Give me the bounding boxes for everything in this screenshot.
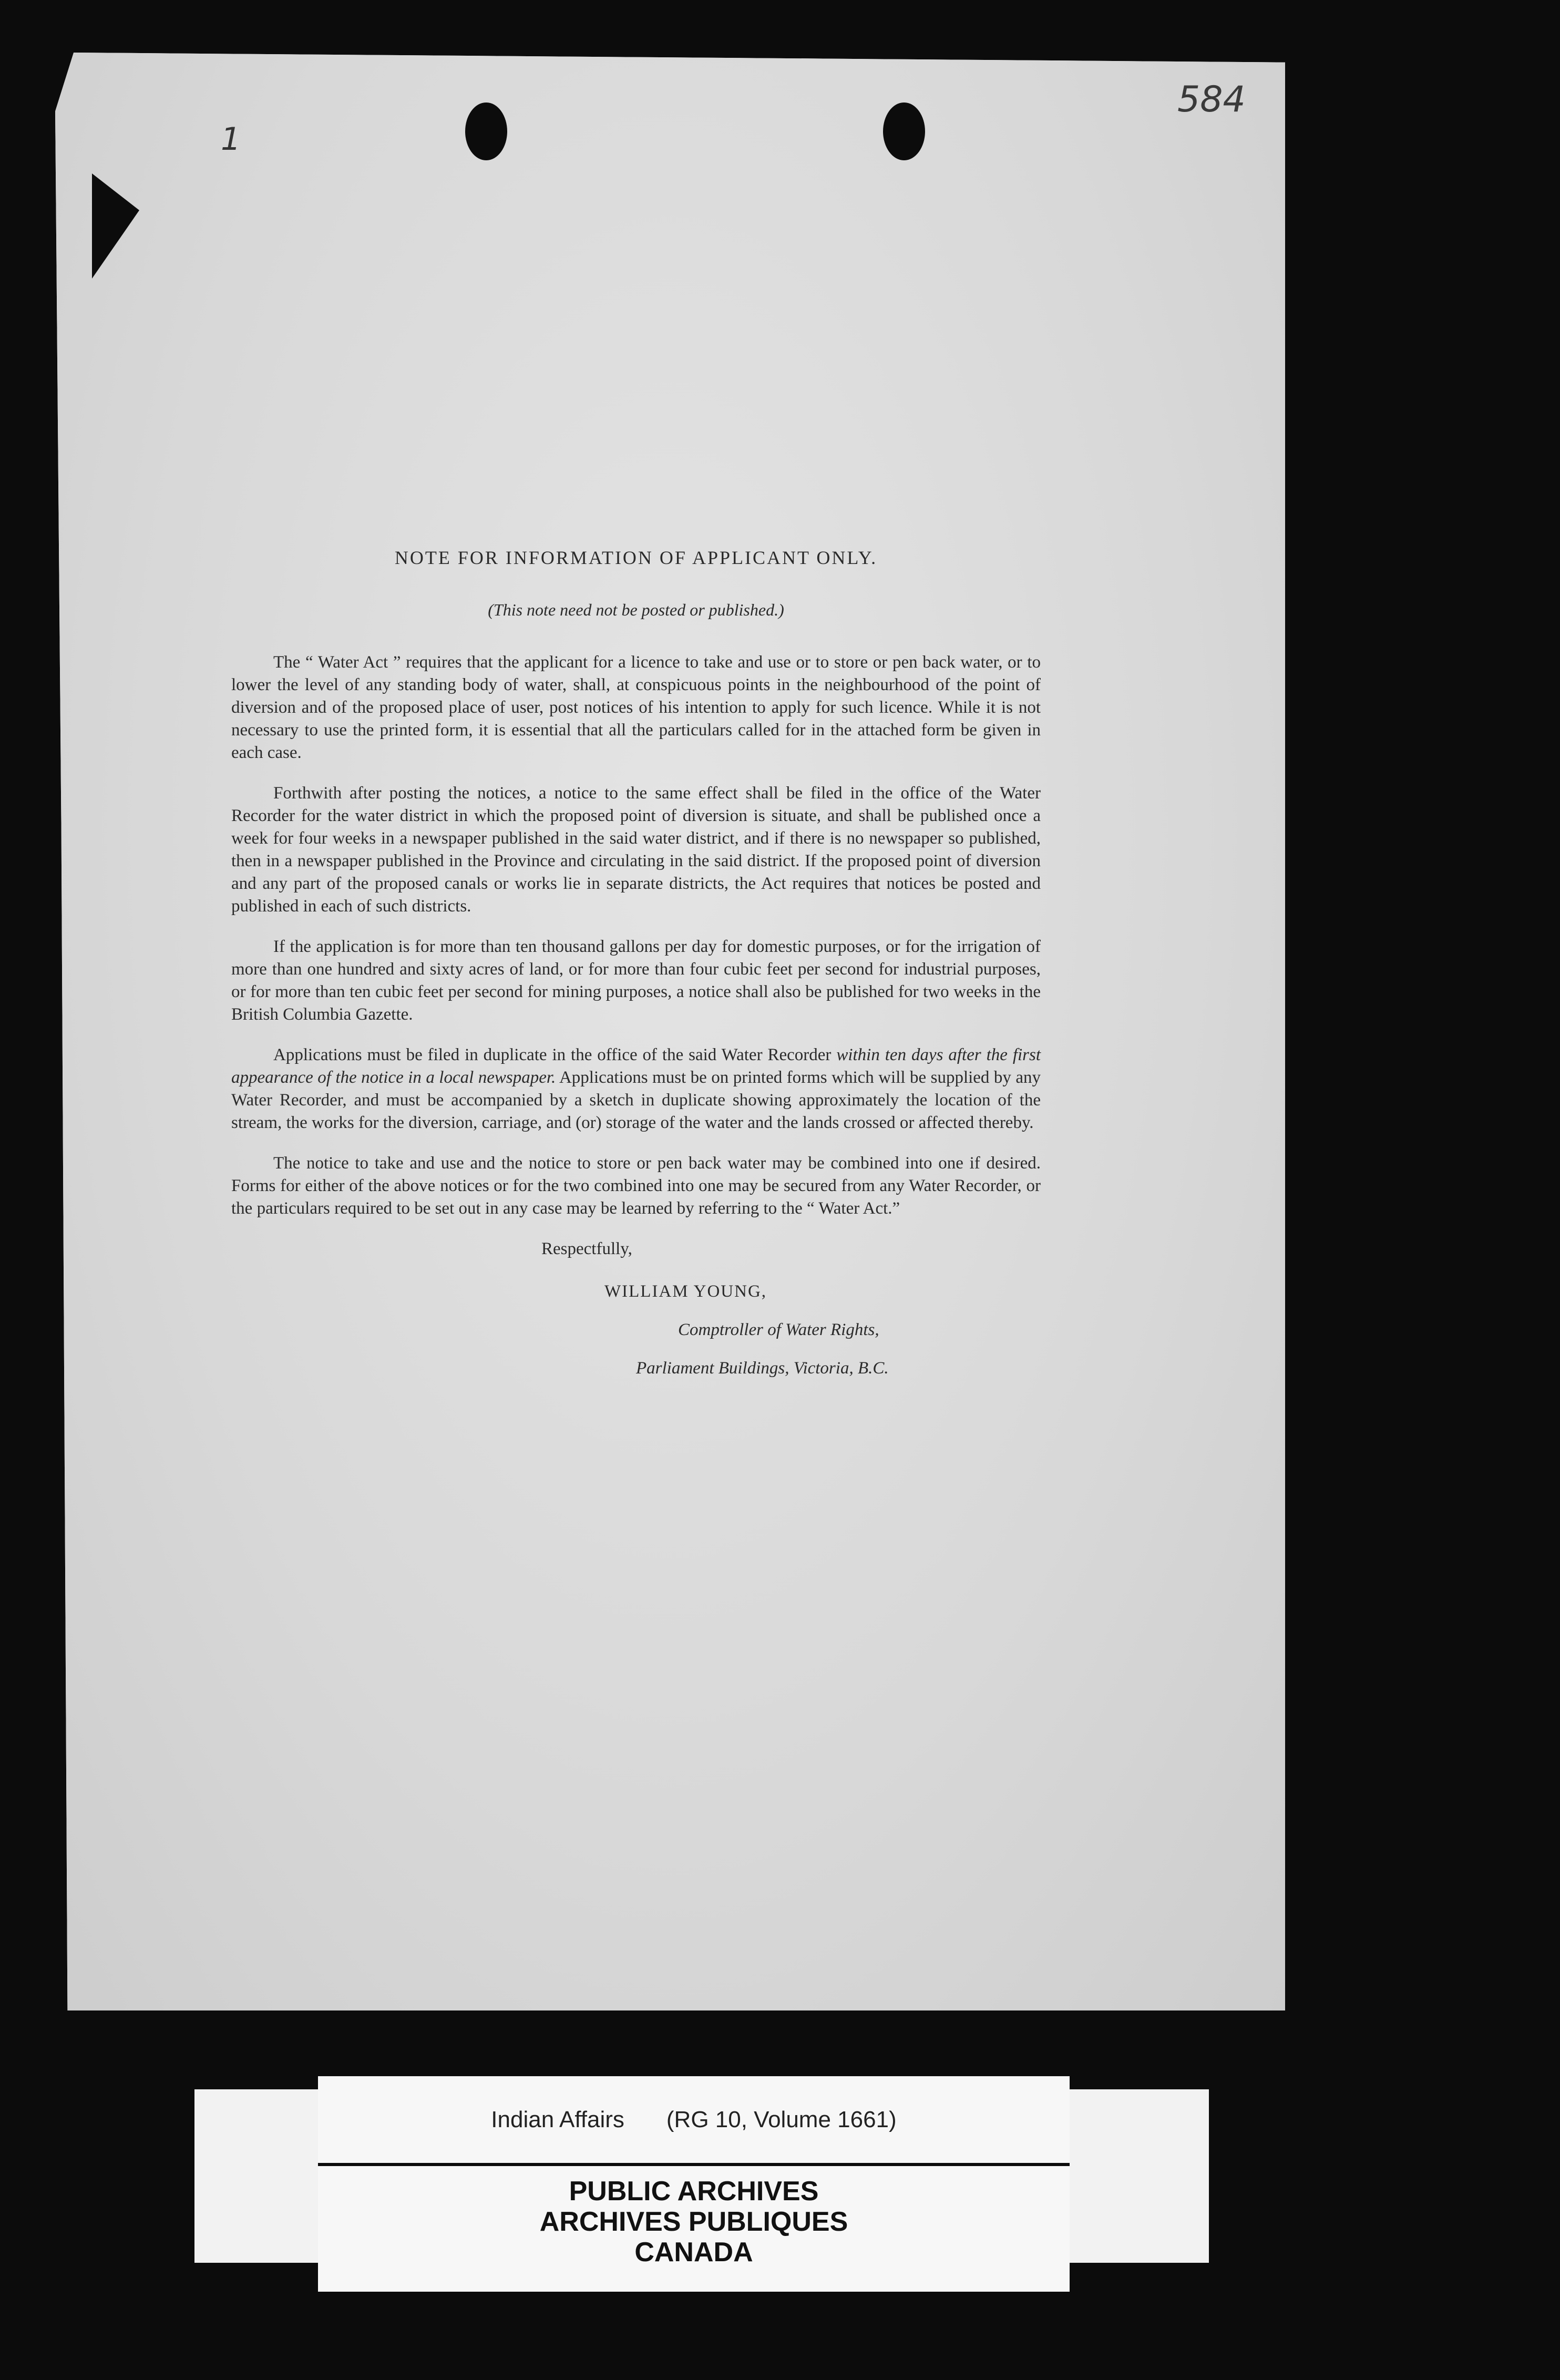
archive-stamp [318, 2176, 1070, 2268]
note-subheading: (This note need not be posted or published.) [488, 600, 784, 619]
archive-line-2: ARCHIVES PUBLIQUES [539, 2207, 848, 2237]
punch-hole-left [465, 102, 507, 160]
signature-block [231, 1238, 1041, 1380]
signatory-title: Comptroller of Water Rights, [678, 1320, 879, 1339]
torn-corner [92, 173, 139, 279]
page-number: 584 [1177, 79, 1246, 120]
punch-hole-right [883, 102, 925, 160]
paragraph-2: Forthwith after posting the notices, a notice to the same effect shall be filed in the office of the Water Recorder for the water district in which the proposed point of diversion is situate, and shall be published once a week for four weeks in a newspaper published in the said water district, and if there is no newspaper so published, then in a newspaper published in the Province and circulating in the said district. If the proposed point of diversion and any part of the proposed canals or works lie in separate districts, the Act requires that notices be posted and published in each of such districts. [231, 784, 1041, 916]
paragraph-4-italic: within ten days after the first appearance of the notice in a local newspaper. [231, 1045, 1041, 1087]
closing-salutation: Respectfully, [541, 1239, 632, 1258]
signatory-address: Parliament Buildings, Victoria, B.C. [636, 1359, 889, 1378]
archive-tag [318, 2076, 1070, 2292]
archive-collection: Indian Affairs [491, 2106, 624, 2132]
archive-line-1: PUBLIC ARCHIVES [569, 2176, 819, 2207]
paragraph-4 [231, 1044, 1041, 1134]
signatory-name: WILLIAM YOUNG, [604, 1282, 767, 1301]
note-body [231, 547, 1041, 1380]
paragraph-4-end: Applications must be on printed forms which will be supplied by any Water Recorder, and must be accompanied by a sketch in duplicate showing approximately the location of the stream, the works for the diversion, carriage, and (or) storage of the water and the lands crossed or affected thereby. [231, 1068, 1041, 1132]
note-heading: NOTE FOR INFORMATION OF APPLICANT ONLY. [394, 547, 878, 568]
archive-reference: (RG 10, Volume 1661) [666, 2106, 897, 2132]
paragraph-4-start: Applications must be filed in duplicate in the office of the said Water Recorder [273, 1045, 832, 1064]
archive-line-3: CANADA [634, 2237, 753, 2268]
paragraph-1: The “ Water Act ” requires that the applicant for a licence to take and use or to store or pen back water, or to lower the level of any standing body of water, shall, at conspicuous points in the neighbourhood of the point of diversion and of the proposed place of user, post notices of his intention to apply for such licence. While it is not necessary to use the printed form, it is essential that all the particulars called for in the attached form be given in each case. [231, 653, 1041, 762]
paragraph-3: If the application is for more than ten thousand gallons per day for domestic purposes, or for the irrigation of more than one hundred and sixty acres of land, or for more than four cubic feet per second for industrial purposes, or for more than ten cubic feet per second for mining purposes, a notice shall also be published for two weeks in the British Columbia Gazette. [231, 937, 1041, 1024]
archive-reference-row [318, 2076, 1070, 2166]
paragraph-5: The notice to take and use and the notice to store or pen back water may be combined into one if desired. Forms for either of the above notices or for the two combined into one may be secured from any Water Recorder, or the particulars required to be set out in any case may be learned by referring to the “ Water Act.” [231, 1154, 1041, 1218]
corner-mark: 1 [221, 121, 241, 158]
